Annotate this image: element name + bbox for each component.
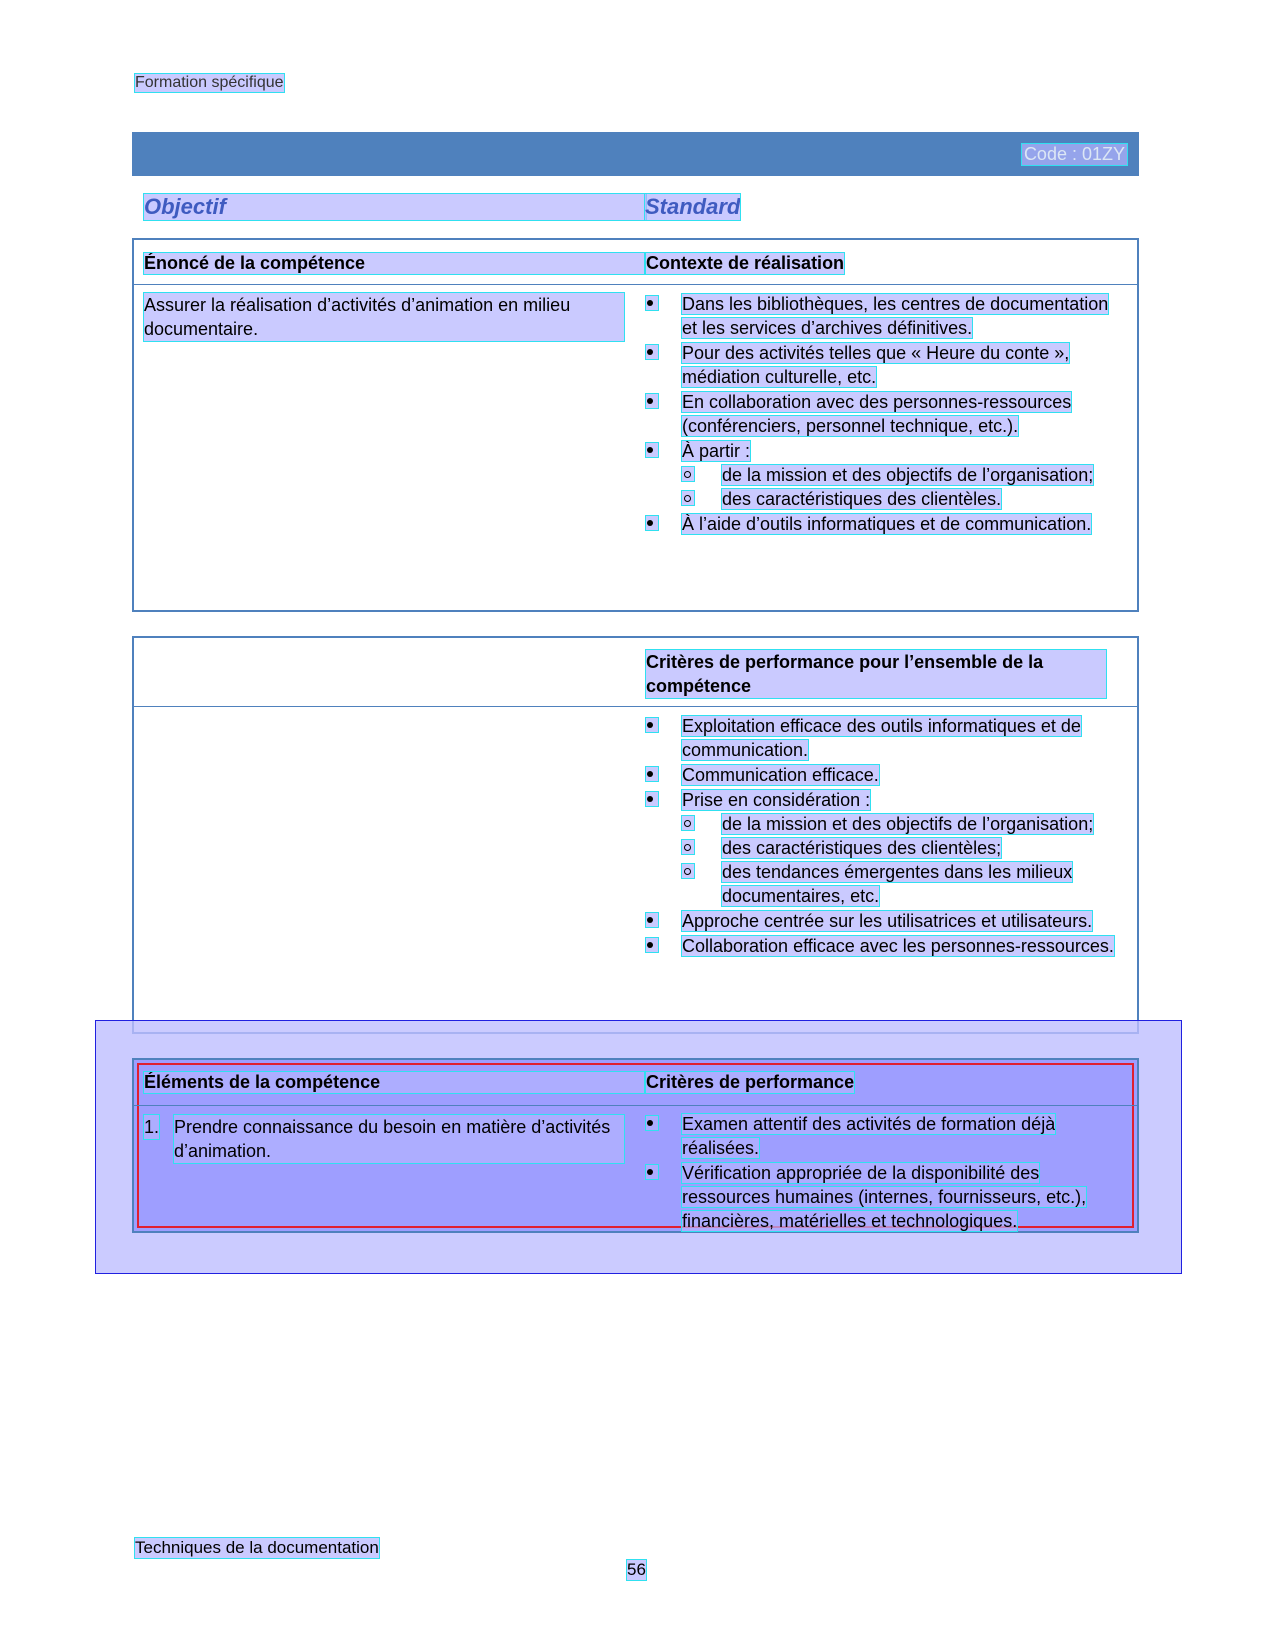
bullet-icon — [646, 718, 658, 732]
list-item: Vérification appropriée de la disponibilité des ressources humaines (internes, fournisseurs, etc.), financières, matérielles et technologiques. — [646, 1161, 1128, 1233]
sub-list-item: des caractéristiques des clientèles. — [682, 487, 1128, 511]
page-number: 56 — [627, 1560, 646, 1579]
bullet-icon — [646, 938, 658, 952]
list-item: Exploitation efficace des outils informatiques et de communication. — [646, 714, 1128, 762]
overall-criteria-list — [646, 714, 1128, 959]
criteria-column-header: Critères de performance — [646, 1072, 855, 1092]
sub-list-item: des caractéristiques des clientèles; — [682, 836, 1128, 860]
bullet-icon — [646, 1116, 658, 1130]
overall-criteria-table — [132, 636, 1139, 1034]
list-item: Examen attentif des activités de formation déjà réalisées. — [646, 1112, 1128, 1160]
sub-list-item: de la mission et des objectifs de l’organisation; — [682, 463, 1128, 487]
bullet-icon — [646, 516, 658, 530]
sub-list-item: des tendances émergentes dans les milieux documentaires, etc. — [682, 860, 1128, 908]
element-number: 1. — [144, 1117, 160, 1137]
circle-bullet-icon — [682, 491, 694, 505]
sub-list-item: de la mission et des objectifs de l’organisation; — [682, 812, 1128, 836]
competency-code: Code : 01ZY — [1023, 144, 1125, 164]
statement-column-header: Énoncé de la compétence — [144, 253, 644, 274]
list-item: Prise en considération : de la mission et des objectifs de l’organisation; des caractéristiques des clientèles; des tendances émergentes dans les milieux documentaires, etc. — [646, 788, 1128, 908]
bullet-icon — [646, 345, 658, 359]
objective-heading: Objectif — [144, 194, 646, 220]
bullet-icon — [646, 913, 658, 927]
footer-program-name: Techniques de la documentation — [135, 1538, 379, 1557]
bullet-icon — [646, 792, 658, 806]
page-header-title: Formation spécifique — [135, 74, 284, 91]
circle-bullet-icon — [682, 864, 694, 878]
circle-bullet-icon — [682, 467, 694, 481]
bullet-icon — [646, 1165, 658, 1179]
elements-criteria-table — [132, 1058, 1139, 1233]
context-column-header: Contexte de réalisation — [646, 253, 845, 273]
context-list — [646, 292, 1128, 537]
element-criteria-list — [646, 1112, 1128, 1234]
elements-column-header: Éléments de la compétence — [144, 1072, 644, 1093]
bullet-icon — [646, 443, 658, 457]
competency-statement-table — [132, 238, 1139, 612]
circle-bullet-icon — [682, 840, 694, 854]
list-item: En collaboration avec des personnes-ressources (conférenciers, personnel technique, etc.). — [646, 390, 1128, 438]
list-item: Pour des activités telles que « Heure du conte », médiation culturelle, etc. — [646, 341, 1128, 389]
standard-heading: Standard — [645, 194, 741, 219]
code-bar — [132, 132, 1139, 176]
overall-criteria-header: Critères de performance pour l’ensemble de la compétence — [646, 650, 1106, 698]
bullet-icon — [646, 296, 658, 310]
list-item: À l’aide d’outils informatiques et de communication. — [646, 512, 1128, 536]
element-text: Prendre connaissance du besoin en matière d’activités d’animation. — [174, 1115, 624, 1163]
bullet-icon — [646, 767, 658, 781]
list-item: Communication efficace. — [646, 763, 1128, 787]
circle-bullet-icon — [682, 816, 694, 830]
bullet-icon — [646, 394, 658, 408]
competency-statement: Assurer la réalisation d’activités d’animation en milieu documentaire. — [144, 293, 624, 341]
competency-element — [144, 1115, 624, 1163]
list-item: Dans les bibliothèques, les centres de documentation et les services d’archives définitives. — [646, 292, 1128, 340]
list-item: Approche centrée sur les utilisatrices et utilisateurs. — [646, 909, 1128, 933]
list-item: À partir : de la mission et des objectifs de l’organisation; des caractéristiques des clientèles. — [646, 439, 1128, 511]
list-item: Collaboration efficace avec les personnes-ressources. — [646, 934, 1128, 958]
